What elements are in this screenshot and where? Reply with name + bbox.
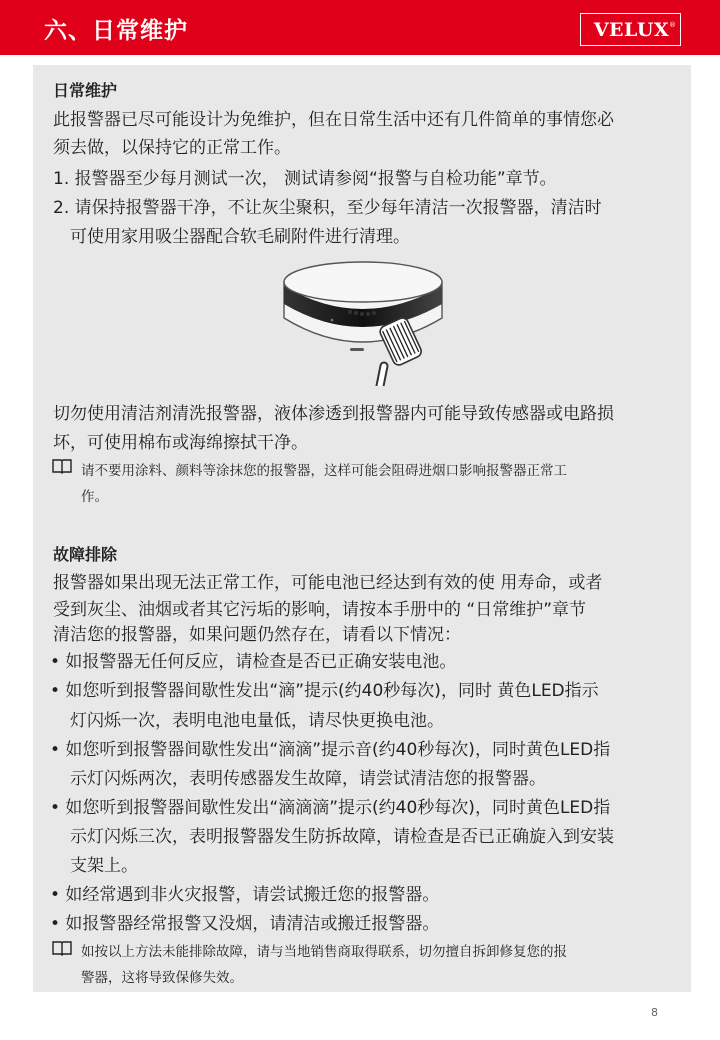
open-book-icon (52, 940, 72, 956)
maintenance-note-line1: 请不要用涂料、颜料等涂抹您的报警器，这样可能会阻碍进烟口影响报警器正常工 (81, 463, 567, 479)
troubleshooting-bullet-1: • 如报警器无任何反应，请检查是否已正确安装电池。 (50, 652, 457, 672)
troubleshooting-bullet-2-line1: • 如您听到报警器间歇性发出“滴”提示(约40秒每次)，同时 黄色LED指示 (50, 681, 599, 701)
troubleshooting-bullet-3-line2: 示灯闪烁两次，表明传感器发生故障，请尝试清洁您的报警器。 (70, 769, 546, 789)
smoke-alarm-cleaning-icon (272, 254, 452, 386)
troubleshooting-intro-line1: 报警器如果出现无法正常工作，可能电池已经达到有效的使 用寿命，或者 (53, 573, 603, 593)
troubleshooting-bullet-4-line3: 支架上。 (70, 856, 138, 876)
troubleshooting-note-line2: 警器，这将导致保修失效。 (81, 970, 243, 986)
troubleshooting-bullet-5: • 如经常遇到非火灾报警，请尝试搬迁您的报警器。 (50, 885, 440, 905)
troubleshooting-bullet-6: • 如报警器经常报警又没烟，请清洁或搬迁报警器。 (50, 914, 440, 934)
maintenance-item-1: 1. 报警器至少每月测试一次， 测试请参阅“报警与自检功能”章节。 (53, 169, 557, 189)
velux-logo (580, 13, 681, 46)
troubleshooting-bullet-4-line2: 示灯闪烁三次，表明报警器发生防拆故障，请检查是否已正确旋入到安装 (70, 827, 614, 847)
troubleshooting-intro-line3: 清洁您的报警器，如果问题仍然存在，请看以下情况： (53, 625, 461, 645)
brand-name: VELUX (593, 19, 670, 41)
troubleshooting-intro-line2: 受到灰尘、油烟或者其它污垢的影响，请按本手册中的 “日常维护”章节 (53, 600, 587, 620)
troubleshooting-bullet-3-line1: • 如您听到报警器间歇性发出“滴滴”提示音(约40秒每次)，同时黄色LED指 (50, 740, 611, 760)
troubleshooting-bullet-2-line2: 灯闪烁一次，表明电池电量低，请尽快更换电池。 (70, 711, 444, 731)
open-book-icon (52, 458, 72, 474)
maintenance-heading: 日常维护 (53, 81, 118, 100)
maintenance-item-2-line1: 2. 请保持报警器干净，不让灰尘聚积，至少每年清洁一次报警器，清洁时 (53, 198, 602, 218)
page-number: 8 (651, 1006, 658, 1019)
troubleshooting-note-line1: 如按以上方法未能排除故障，请与当地销售商取得联系，切勿擅自拆卸修复您的报 (81, 944, 567, 960)
maintenance-item-2-line2: 可使用家用吸尘器配合软毛刷附件进行清理。 (70, 227, 410, 247)
registered-mark: ® (669, 21, 676, 29)
maintenance-intro-line1: 此报警器已尽可能设计为免维护，但在日常生活中还有几件简单的事情您必 (53, 110, 614, 130)
troubleshooting-bullet-4-line1: • 如您听到报警器间歇性发出“滴滴滴”提示(约40秒每次)，同时黄色LED指 (50, 798, 611, 818)
caution-line1: 切勿使用清洁剂清洗报警器，液体渗透到报警器内可能导致传感器或电路损 (53, 404, 614, 424)
section-title: 六、日常维护 (44, 18, 188, 44)
page-header (0, 0, 720, 55)
troubleshooting-heading: 故障排除 (53, 545, 118, 564)
maintenance-intro-line2: 须去做，以保持它的正常工作。 (53, 138, 291, 158)
caution-line2: 坏，可使用棉布或海绵擦拭干净。 (53, 433, 308, 453)
maintenance-note-line2: 作。 (81, 489, 108, 505)
